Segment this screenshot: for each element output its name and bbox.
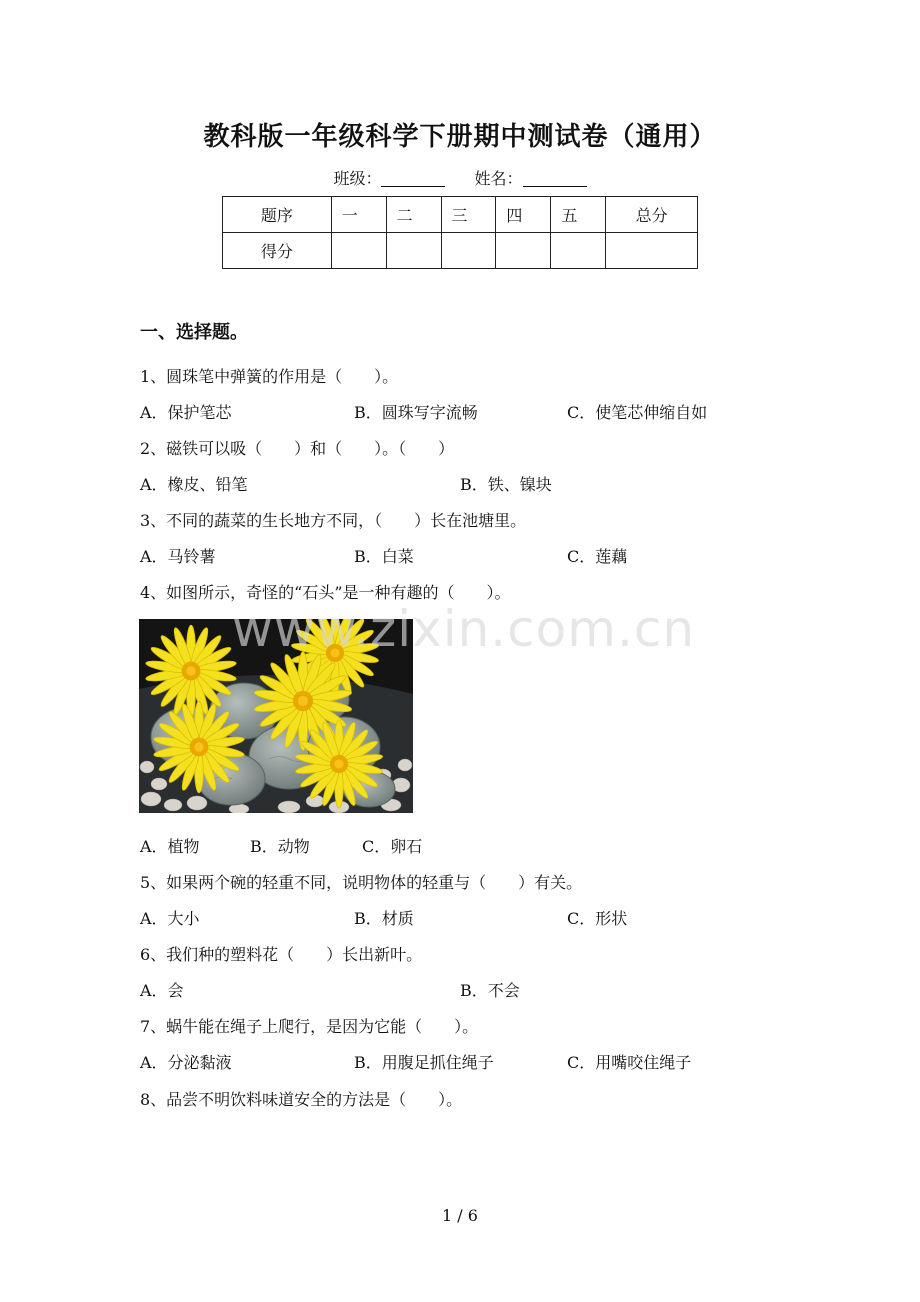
score-cell[interactable] [331, 233, 386, 269]
q6-option-a[interactable]: A．会 [140, 981, 184, 1000]
q5-option-b[interactable]: B．材质 [354, 909, 414, 928]
score-header-cell: 四 [496, 197, 551, 233]
q6-option-b[interactable]: B．不会 [460, 981, 520, 1000]
score-cell[interactable] [551, 233, 606, 269]
q7-option-b[interactable]: B．用腹足抓住绳子 [354, 1053, 494, 1072]
q5-option-a[interactable]: A．大小 [140, 909, 200, 928]
score-row-label: 得分 [223, 233, 332, 269]
q2-option-b[interactable]: B．铁、镍块 [460, 475, 552, 494]
question-7: 7、蜗牛能在绳子上爬行，是因为它能（ ）。 [140, 1017, 479, 1036]
q4-option-c[interactable]: C．卵石 [362, 837, 423, 856]
q7-option-c[interactable]: C．用嘴咬住绳子 [567, 1053, 692, 1072]
score-cell[interactable] [606, 233, 698, 269]
question-6: 6、我们种的塑料花（ ）长出新叶。 [140, 945, 423, 964]
question-3: 3、不同的蔬菜的生长地方不同，（ ）长在池塘里。 [140, 511, 527, 530]
question-4: 4、如图所示，奇怪的“石头”是一种有趣的（ ）。 [140, 583, 511, 602]
q1-option-a[interactable]: A．保护笔芯 [140, 403, 232, 422]
section-title: 一、选择题。 [140, 322, 248, 343]
q4-option-a[interactable]: A．植物 [140, 837, 200, 856]
q2-option-a[interactable]: A．橡皮、铅笔 [140, 475, 248, 494]
q1-option-b[interactable]: B．圆珠写字流畅 [354, 403, 478, 422]
name-blank[interactable] [523, 170, 587, 187]
score-table-score-row [223, 233, 698, 269]
score-header-cell: 二 [386, 197, 441, 233]
score-header-cell: 题序 [223, 197, 332, 233]
class-blank[interactable] [381, 170, 445, 187]
q3-option-a[interactable]: A．马铃薯 [140, 547, 216, 566]
question-1: 1、圆珠笔中弹簧的作用是（ ）。 [140, 367, 399, 386]
student-info [0, 166, 920, 189]
score-cell[interactable] [441, 233, 496, 269]
question-5: 5、如果两个碗的轻重不同，说明物体的轻重与（ ）有关。 [140, 873, 583, 892]
q4-option-b[interactable]: B．动物 [250, 837, 310, 856]
q1-option-c[interactable]: C．使笔芯伸缩自如 [567, 403, 708, 422]
watermark: www.zixin.com.cn [232, 600, 696, 658]
name-label: 姓名： [474, 169, 523, 188]
page-number: 1 / 6 [442, 1206, 478, 1225]
score-header-cell: 五 [551, 197, 606, 233]
q3-option-b[interactable]: B．白菜 [354, 547, 414, 566]
score-table [222, 196, 698, 269]
question-8: 8、品尝不明饮料味道安全的方法是（ ）。 [140, 1090, 463, 1109]
q5-option-c[interactable]: C．形状 [567, 909, 628, 928]
score-table-header-row [223, 197, 698, 233]
score-cell[interactable] [386, 233, 441, 269]
q3-option-c[interactable]: C．莲藕 [567, 547, 628, 566]
class-label: 班级： [333, 169, 382, 188]
score-header-cell: 三 [441, 197, 496, 233]
score-header-cell: 总分 [606, 197, 698, 233]
q7-option-a[interactable]: A．分泌黏液 [140, 1053, 232, 1072]
question-2: 2、磁铁可以吸（ ）和（ ）。（ ） [140, 439, 455, 458]
page-title: 教科版一年级科学下册期中测试卷（通用） [203, 122, 717, 152]
score-cell[interactable] [496, 233, 551, 269]
score-header-cell: 一 [331, 197, 386, 233]
